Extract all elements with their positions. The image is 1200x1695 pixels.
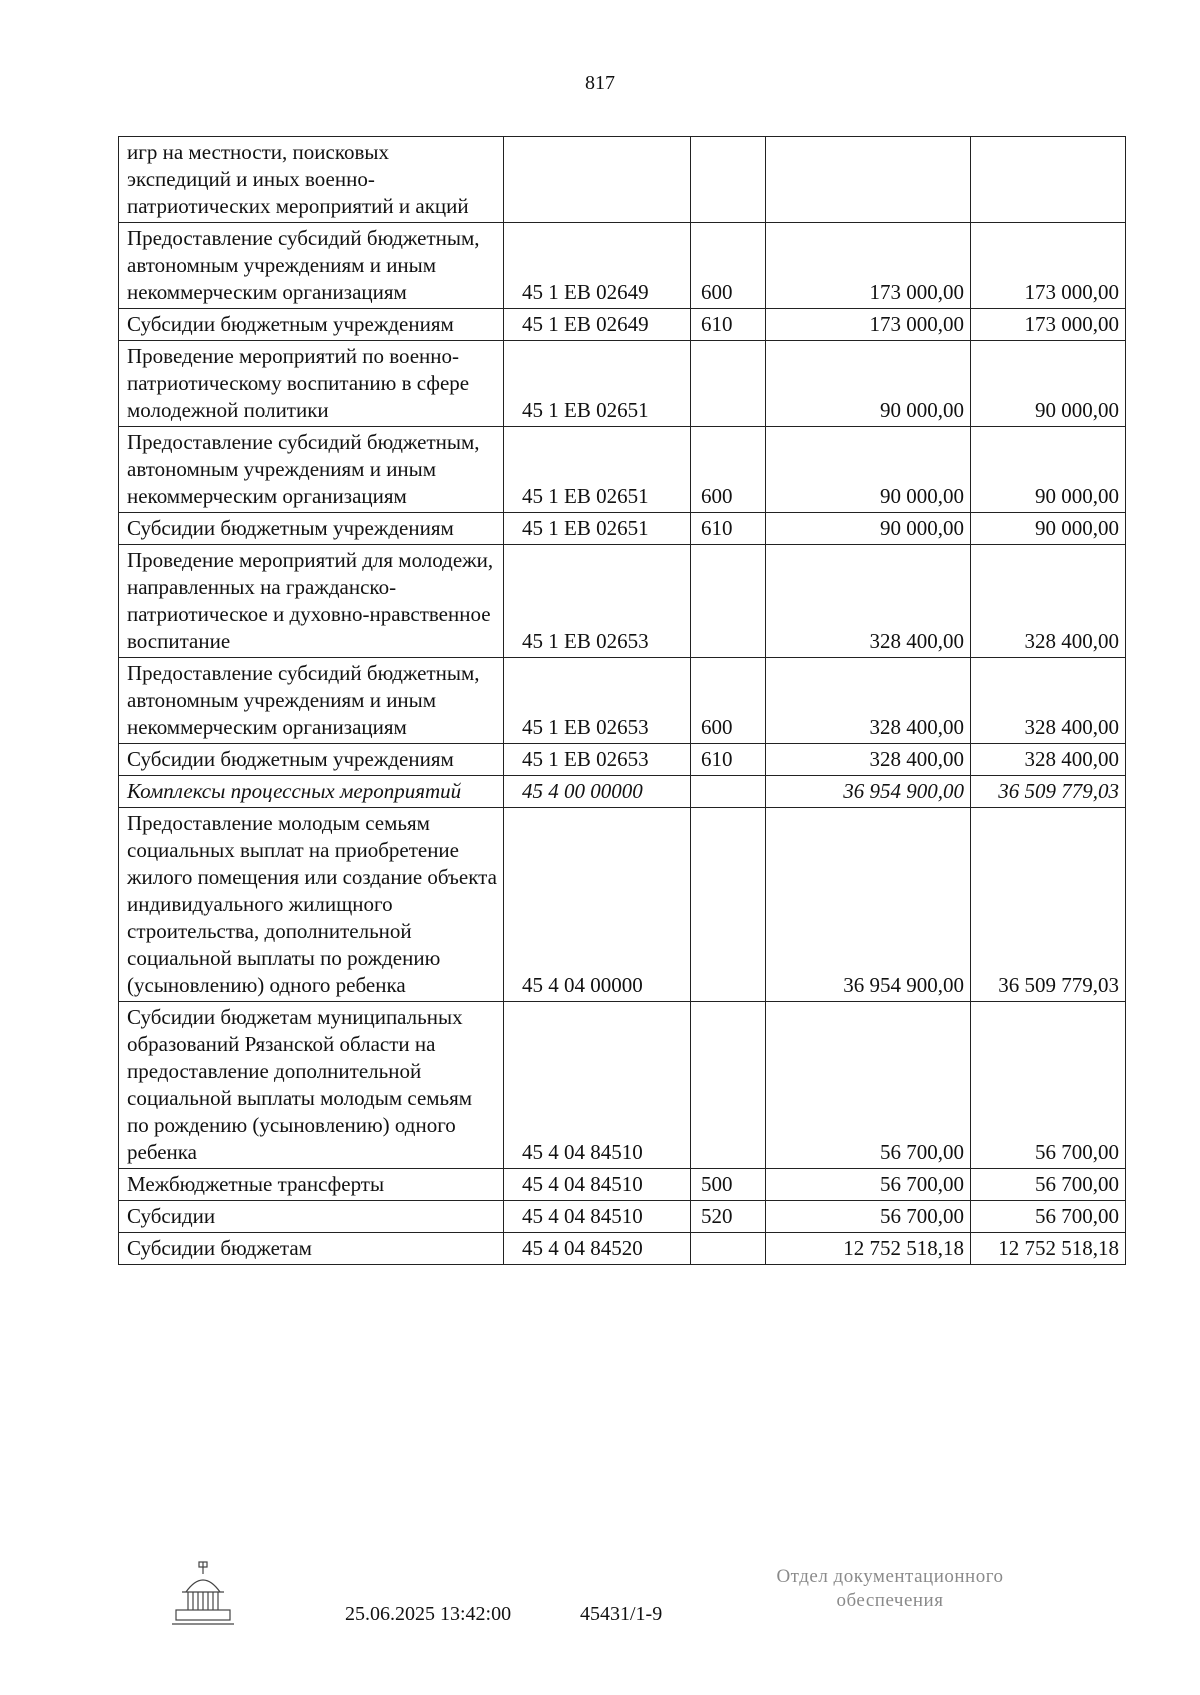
- target-article-cell: 45 1 ЕВ 02649: [504, 309, 691, 341]
- amount-planned-cell: [766, 137, 971, 223]
- table-row: [119, 223, 1126, 309]
- expense-type-cell: 600: [691, 223, 766, 309]
- amount-planned-cell: 173 000,00: [766, 223, 971, 309]
- amount-executed-cell: 90 000,00: [971, 427, 1126, 513]
- target-article-cell: 45 4 04 84510: [504, 1201, 691, 1233]
- amount-executed-cell: 90 000,00: [971, 341, 1126, 427]
- table-row: [119, 513, 1126, 545]
- amount-executed-cell: 36 509 779,03: [971, 776, 1126, 808]
- amount-executed-cell: 328 400,00: [971, 744, 1126, 776]
- amount-planned-cell: 328 400,00: [766, 658, 971, 744]
- target-article-cell: 45 1 ЕВ 02653: [504, 545, 691, 658]
- amount-planned-cell: 12 752 518,18: [766, 1233, 971, 1265]
- stamp-line-1: Отдел документационного: [776, 1566, 1004, 1587]
- row-name-cell: Субсидии бюджетам: [119, 1233, 504, 1265]
- table-row: [119, 1201, 1126, 1233]
- target-article-cell: 45 4 04 84520: [504, 1233, 691, 1265]
- target-article-cell: [504, 137, 691, 223]
- row-name-cell: Субсидии бюджетным учреждениям: [119, 309, 504, 341]
- row-name-cell: Субсидии: [119, 1201, 504, 1233]
- target-article-cell: 45 1 ЕВ 02651: [504, 341, 691, 427]
- amount-executed-cell: 12 752 518,18: [971, 1233, 1126, 1265]
- amount-planned-cell: 328 400,00: [766, 744, 971, 776]
- amount-planned-cell: 36 954 900,00: [766, 808, 971, 1002]
- table-row: [119, 1002, 1126, 1169]
- amount-planned-cell: 90 000,00: [766, 513, 971, 545]
- expense-type-cell: 600: [691, 427, 766, 513]
- target-article-cell: 45 1 ЕВ 02653: [504, 744, 691, 776]
- row-name-cell: Предоставление субсидий бюджетным, автономным учреждениям и иным некоммерческим организациям: [119, 427, 504, 513]
- row-name-cell: Субсидии бюджетным учреждениям: [119, 744, 504, 776]
- table-row: [119, 658, 1126, 744]
- amount-planned-cell: 36 954 900,00: [766, 776, 971, 808]
- expense-type-cell: 500: [691, 1169, 766, 1201]
- amount-executed-cell: 328 400,00: [971, 545, 1126, 658]
- amount-planned-cell: 56 700,00: [766, 1002, 971, 1169]
- department-stamp: [740, 1565, 1040, 1613]
- target-article-cell: 45 1 ЕВ 02651: [504, 513, 691, 545]
- document-date: 25.06.2025 13:42:00: [345, 1603, 512, 1625]
- expense-type-cell: [691, 137, 766, 223]
- stamp-line-2: обеспечения: [836, 1590, 944, 1611]
- row-name-cell: Субсидии бюджетам муниципальных образований Рязанской области на предоставление дополнительной социальной выплаты молодым семьям по рождению (усыновлению) одного ребенка: [119, 1002, 504, 1169]
- table-row: [119, 341, 1126, 427]
- table-row: [119, 808, 1126, 1002]
- row-name-cell: Комплексы процессных мероприятий: [119, 776, 504, 808]
- amount-planned-cell: 56 700,00: [766, 1201, 971, 1233]
- document-code: 45431/1-9: [580, 1603, 663, 1625]
- amount-executed-cell: 56 700,00: [971, 1201, 1126, 1233]
- target-article-cell: 45 4 00 00000: [504, 776, 691, 808]
- row-name-cell: Субсидии бюджетным учреждениям: [119, 513, 504, 545]
- row-name-cell: Предоставление молодым семьям социальных выплат на приобретение жилого помещения или создание объекта индивидуального жилищного строительства, дополнительной социальной выплаты по рождению (усыновлению) одного ребенка: [119, 808, 504, 1002]
- expense-type-cell: 610: [691, 744, 766, 776]
- amount-executed-cell: [971, 137, 1126, 223]
- amount-executed-cell: 173 000,00: [971, 309, 1126, 341]
- expense-type-cell: [691, 545, 766, 658]
- amount-planned-cell: 56 700,00: [766, 1169, 971, 1201]
- amount-planned-cell: 90 000,00: [766, 341, 971, 427]
- expense-type-cell: [691, 808, 766, 1002]
- expense-type-cell: [691, 1233, 766, 1265]
- amount-executed-cell: 90 000,00: [971, 513, 1126, 545]
- expense-type-cell: 520: [691, 1201, 766, 1233]
- expense-type-cell: [691, 341, 766, 427]
- target-article-cell: 45 1 ЕВ 02649: [504, 223, 691, 309]
- expense-type-cell: [691, 1002, 766, 1169]
- row-name-cell: Проведение мероприятий по военно-патриотическому воспитанию в сфере молодежной политики: [119, 341, 504, 427]
- target-article-cell: 45 4 04 84510: [504, 1169, 691, 1201]
- amount-executed-cell: 328 400,00: [971, 658, 1126, 744]
- page-number: 817: [585, 72, 615, 94]
- row-name-cell: игр на местности, поисковых экспедиций и иных военно-патриотических мероприятий и акций: [119, 137, 504, 223]
- row-name-cell: Проведение мероприятий для молодежи, направленных на гражданско-патриотическое и духовно-нравственное воспитание: [119, 545, 504, 658]
- amount-planned-cell: 90 000,00: [766, 427, 971, 513]
- amount-executed-cell: 36 509 779,03: [971, 808, 1126, 1002]
- expense-type-cell: 610: [691, 513, 766, 545]
- row-name-cell: Межбюджетные трансферты: [119, 1169, 504, 1201]
- row-name-cell: Предоставление субсидий бюджетным, автономным учреждениям и иным некоммерческим организациям: [119, 223, 504, 309]
- expense-type-cell: [691, 776, 766, 808]
- table-row: [119, 137, 1126, 223]
- target-article-cell: 45 4 04 84510: [504, 1002, 691, 1169]
- table-row: [119, 776, 1126, 808]
- table-row: [119, 1169, 1126, 1201]
- table-row: [119, 309, 1126, 341]
- amount-executed-cell: 56 700,00: [971, 1169, 1126, 1201]
- amount-planned-cell: 173 000,00: [766, 309, 971, 341]
- expense-type-cell: 610: [691, 309, 766, 341]
- target-article-cell: 45 1 ЕВ 02651: [504, 427, 691, 513]
- government-building-logo-icon: [168, 1560, 238, 1630]
- table-row: [119, 545, 1126, 658]
- table-row: [119, 744, 1126, 776]
- budget-table-body: [119, 137, 1126, 1265]
- table-row: [119, 1233, 1126, 1265]
- expense-type-cell: 600: [691, 658, 766, 744]
- budget-table: [118, 136, 1126, 1265]
- amount-executed-cell: 173 000,00: [971, 223, 1126, 309]
- target-article-cell: 45 4 04 00000: [504, 808, 691, 1002]
- amount-planned-cell: 328 400,00: [766, 545, 971, 658]
- row-name-cell: Предоставление субсидий бюджетным, автономным учреждениям и иным некоммерческим организациям: [119, 658, 504, 744]
- amount-executed-cell: 56 700,00: [971, 1002, 1126, 1169]
- table-row: [119, 427, 1126, 513]
- target-article-cell: 45 1 ЕВ 02653: [504, 658, 691, 744]
